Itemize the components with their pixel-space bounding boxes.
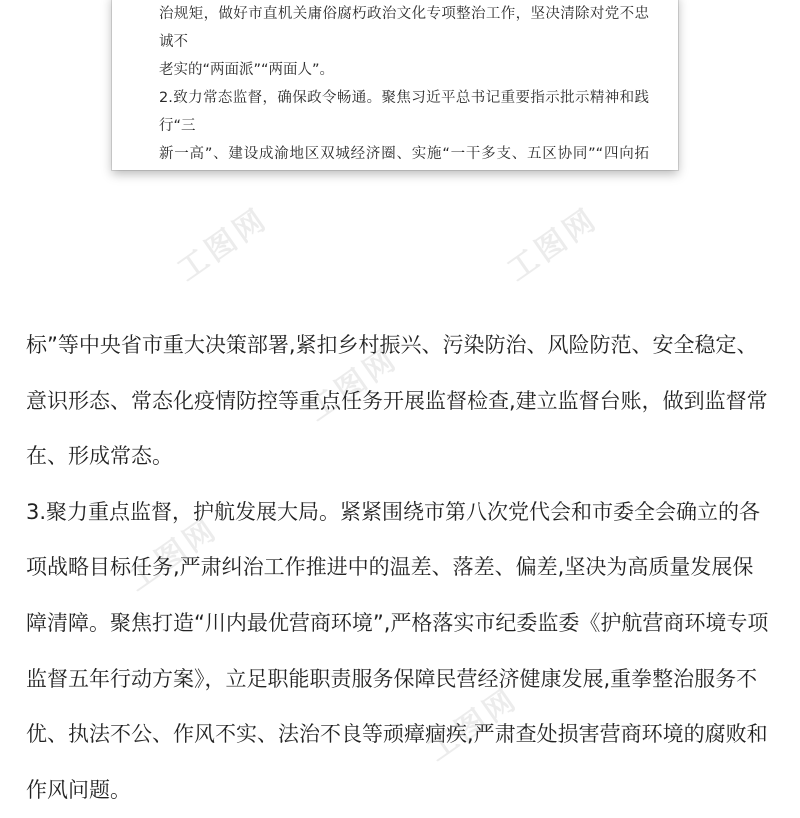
body-line: 标”等中央省市重大决策部署,紧扣乡村振兴、污染防治、风险防范、安全稳定、 [26, 333, 758, 357]
watermark: 工图网 [301, 341, 405, 429]
watermark: 工图网 [501, 201, 605, 289]
watermark: 工图网 [121, 511, 225, 599]
document-body [26, 318, 778, 818]
body-line: 在、形成常态。 [26, 444, 173, 469]
watermark: 工图网 [421, 681, 525, 769]
body-line: 优、执法不公、作风不实、法治不良等顽瘴痼疾,严肃查处损害营商环境的腐败和 [26, 722, 768, 747]
preview-line: 2.致力常态监督，确保政令畅通。聚焦习近平总书记重要指示批示精神和践行“三 [159, 90, 649, 134]
watermark: 工图网 [171, 201, 275, 289]
body-line: 3.聚力重点监督，护航发展大局。紧紧围绕市第八次党代会和市委全会确立的各 [26, 499, 761, 524]
body-line: 监督五年行动方案》，立足职能职责服务保障民营经济健康发展,重拳整治服务不 [26, 666, 758, 691]
preview-text [159, 0, 649, 170]
preview-line: 老实的“两面派”“两面人”。 [159, 62, 335, 78]
body-line: 项战略目标任务,严肃纠治工作推进中的温差、落差、偏差,坚决为高质量发展保 [26, 555, 754, 580]
body-line: 作风问题。 [26, 777, 131, 802]
preview-line: 治规矩，做好市直机关庸俗腐朽政治文化专项整治工作，坚决清除对党不忠诚不 [159, 6, 649, 50]
document-preview-card [112, 0, 678, 170]
body-line: 障清障。聚焦打造“川内最优营商环境”,严格落实市纪委监委《护航营商环境专项 [26, 610, 769, 635]
preview-line: 新一高”、建设成渝地区双城经济圈、实施“一干多支、五区协同”“四向拓 [159, 146, 649, 162]
body-line: 意识形态、常态化疫情防控等重点任务开展监督检查,建立监督台账，做到监督常 [26, 388, 768, 413]
